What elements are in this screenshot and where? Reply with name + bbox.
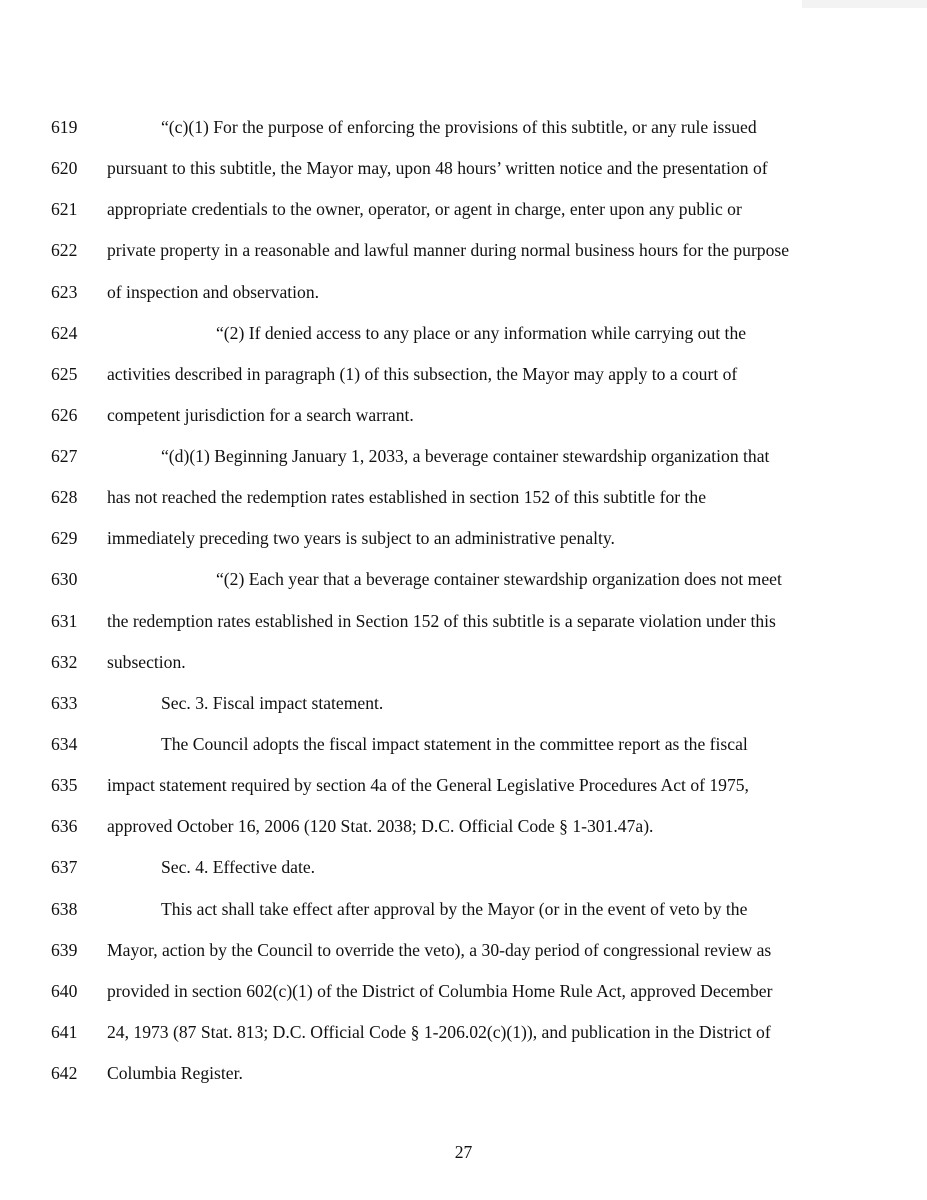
line-text: activities described in paragraph (1) of this subsection, the Mayor may apply to a court of — [107, 363, 738, 384]
line-number: 622 — [51, 240, 78, 261]
line-number: 624 — [51, 322, 78, 343]
line-text: the redemption rates established in Section 152 of this subtitle is a separate violation under this — [107, 610, 776, 631]
document-line — [0, 156, 927, 180]
line-number: 631 — [51, 610, 78, 631]
line-text: approved October 16, 2006 (120 Stat. 2038; D.C. Official Code § 1-301.47a). — [107, 816, 654, 837]
document-line — [0, 362, 927, 386]
document-line — [0, 938, 927, 962]
document-line — [0, 650, 927, 674]
document-line — [0, 773, 927, 797]
document-line — [0, 1061, 927, 1085]
line-number: 619 — [51, 117, 78, 137]
document-line — [0, 567, 927, 591]
line-number: 629 — [51, 528, 78, 549]
line-text: appropriate credentials to the owner, operator, or agent in charge, enter upon any public or — [107, 199, 742, 220]
line-number: 638 — [51, 898, 78, 919]
line-number: 632 — [51, 651, 78, 672]
line-text: “(2) If denied access to any place or any information while carrying out the — [216, 322, 747, 343]
line-number: 627 — [51, 446, 78, 466]
document-line — [0, 609, 927, 633]
line-number: 634 — [51, 734, 78, 754]
document-line — [0, 321, 927, 345]
line-text: immediately preceding two years is subject to an administrative penalty. — [107, 528, 615, 549]
line-text: “(d)(1) Beginning January 1, 2033, a beverage container stewardship organization that — [161, 446, 770, 466]
line-text: “(2) Each year that a beverage container stewardship organization does not meet — [216, 569, 782, 590]
line-text: “(c)(1) For the purpose of enforcing the provisions of this subtitle, or any rule issued — [161, 117, 757, 137]
document-line — [0, 444, 927, 468]
document-line — [0, 732, 927, 756]
document-line — [0, 485, 927, 509]
line-text: provided in section 602(c)(1) of the District of Columbia Home Rule Act, approved December — [107, 980, 773, 1001]
document-line — [0, 979, 927, 1003]
document-line — [0, 897, 927, 921]
line-text: subsection. — [107, 651, 186, 672]
document-line — [0, 115, 927, 139]
line-text: Sec. 4. Effective date. — [161, 857, 316, 878]
document-line — [0, 238, 927, 262]
line-number: 623 — [51, 281, 78, 302]
line-number: 626 — [51, 404, 78, 425]
line-text: Columbia Register. — [107, 1063, 243, 1083]
line-text: 24, 1973 (87 Stat. 813; D.C. Official Code § 1-206.02(c)(1)), and publication in the District of — [107, 1021, 771, 1042]
line-number: 621 — [51, 199, 78, 220]
line-text: competent jurisdiction for a search warrant. — [107, 404, 414, 425]
line-number: 628 — [51, 487, 78, 508]
document-line — [0, 855, 927, 879]
line-number: 642 — [51, 1063, 78, 1083]
line-number: 633 — [51, 692, 78, 713]
line-text: has not reached the redemption rates established in section 152 of this subtitle for the — [107, 487, 707, 508]
line-text: This act shall take effect after approval by the Mayor (or in the event of veto by the — [161, 898, 748, 919]
document-line — [0, 814, 927, 838]
line-text: The Council adopts the fiscal impact statement in the committee report as the fiscal — [161, 734, 748, 754]
top-edge-strip — [802, 0, 927, 8]
document-line — [0, 1020, 927, 1044]
line-number: 630 — [51, 569, 78, 590]
document-line — [0, 691, 927, 715]
line-number: 641 — [51, 1021, 78, 1042]
line-number: 625 — [51, 363, 78, 384]
document-line — [0, 280, 927, 304]
line-number: 620 — [51, 158, 78, 179]
line-text: private property in a reasonable and lawful manner during normal business hours for the purpose — [107, 240, 790, 261]
line-number: 639 — [51, 939, 78, 960]
line-text: pursuant to this subtitle, the Mayor may, upon 48 hours’ written notice and the presentation of — [107, 158, 768, 179]
line-number: 640 — [51, 980, 78, 1001]
page-number: 27 — [454, 1142, 473, 1162]
line-number: 636 — [51, 816, 78, 837]
line-text: Sec. 3. Fiscal impact statement. — [161, 692, 384, 713]
line-number: 635 — [51, 775, 78, 796]
line-number: 637 — [51, 857, 78, 878]
line-text: Mayor, action by the Council to override the veto), a 30-day period of congressional review as — [107, 939, 772, 960]
document-line — [0, 197, 927, 221]
document-line — [0, 403, 927, 427]
line-text: impact statement required by section 4a of the General Legislative Procedures Act of 1975, — [107, 775, 749, 796]
document-line — [0, 526, 927, 550]
line-text: of inspection and observation. — [107, 281, 320, 302]
